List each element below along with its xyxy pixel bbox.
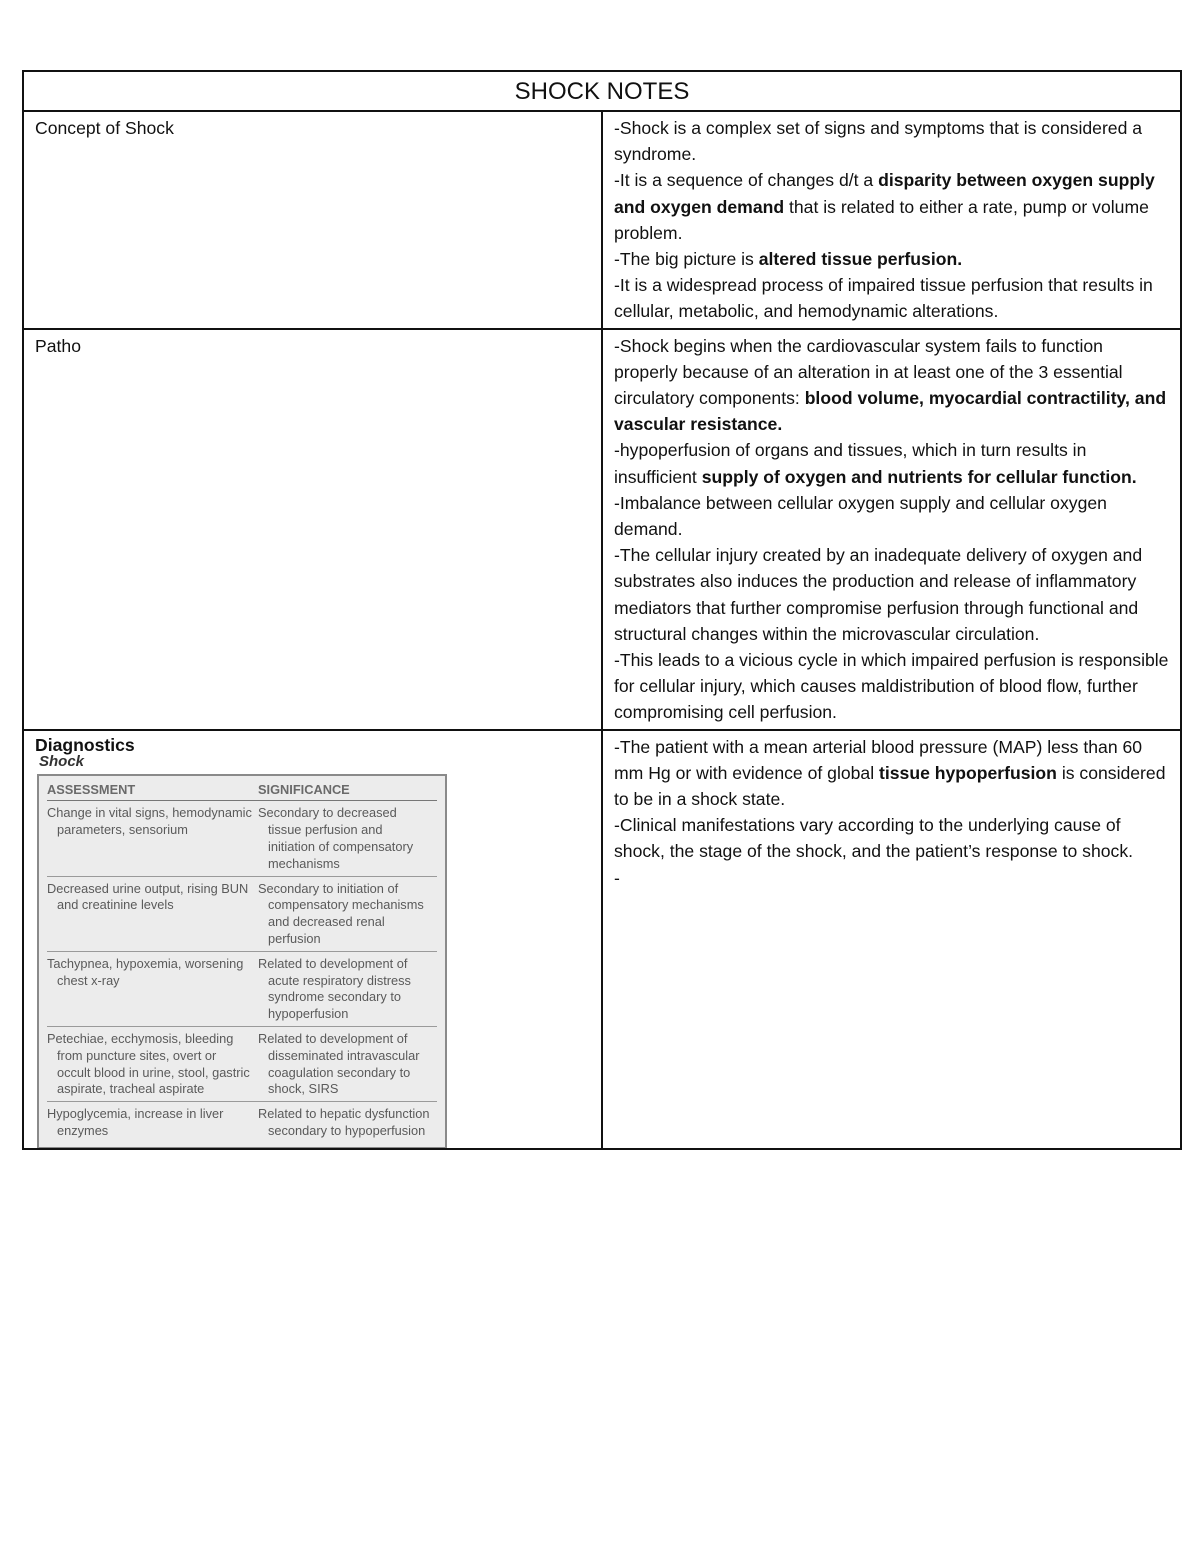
- header-significance: SIGNIFICANCE: [258, 782, 437, 801]
- text-run: -Imbalance between cellular oxygen supply and cellular oxygen demand.: [614, 492, 1107, 540]
- text-run: -The patient with a mean arterial blood pressure (MAP) less than 60 mm Hg or with evidence of global: [614, 736, 1143, 783]
- text-run: -Clinical manifestations vary according to the underlying cause of shock, the stage of the shock, and the patient’s response to shock.: [614, 815, 1134, 862]
- significance-cell: [258, 876, 437, 951]
- text-run: -hypoperfusion of organs and tissues, which in turn results in insufficient: [614, 440, 1087, 487]
- row-label: Concept of Shock: [23, 111, 602, 329]
- bold-text: blood volume, myocardial contractility, and vascular resistance.: [614, 388, 1167, 435]
- shock-notes-table: [22, 70, 1182, 1150]
- cell-text: Related to development of acute respiratory distress syndrome secondary to hypoperfusion: [258, 955, 411, 1022]
- note-paragraph: [614, 490, 1170, 542]
- note-paragraph: [614, 647, 1170, 726]
- bold-text: altered tissue perfusion.: [758, 249, 963, 270]
- note-paragraph: [614, 437, 1170, 489]
- assessment-row: [47, 951, 437, 1026]
- text-run: that is related to either a rate, pump or volume problem.: [614, 196, 1149, 243]
- note-paragraph: [614, 865, 1170, 891]
- note-paragraph: [614, 812, 1170, 864]
- cell-text: Secondary to decreased tissue perfusion and initiation of compensatory mechanisms: [258, 805, 414, 871]
- text-run: -The cellular injury created by an inadequate delivery of oxygen and substrates also induces the production and release of inflammatory mediators that further compromise perfusion through functional and structural changes within the microvascular circulation.: [614, 545, 1143, 644]
- notes-row-patho: [23, 329, 1181, 730]
- cell-text: Hypoglycemia, increase in liver enzymes: [47, 1106, 224, 1139]
- assessment-cell: [47, 951, 258, 1026]
- assessment-row: [47, 801, 437, 876]
- text-run: -Shock is a complex set of signs and symptoms that is considered a syndrome.: [614, 118, 1143, 165]
- text-run: -Shock begins when the cardiovascular system fails to function properly because of an alteration in at least one of the 3 essential circulatory components:: [614, 335, 1123, 409]
- row-content: [602, 329, 1181, 730]
- header-assessment: ASSESSMENT: [47, 782, 258, 801]
- row-content: [602, 730, 1181, 1149]
- significance-cell: [258, 1027, 437, 1102]
- assessment-row: [47, 876, 437, 951]
- significance-cell: [258, 951, 437, 1026]
- diagnostics-cell: [23, 730, 602, 1149]
- cell-text: Petechiae, ecchymosis, bleeding from puncture sites, overt or occult blood in urine, stool, gastric aspirate, tracheal aspirate: [47, 1031, 250, 1097]
- scanned-table-title: Shock: [39, 752, 85, 770]
- cell-text: Secondary to initiation of compensatory mechanisms and decreased renal perfusion: [258, 880, 424, 947]
- bold-text: tissue hypoperfusion: [879, 762, 1057, 783]
- assessment-cell: [47, 801, 258, 876]
- notes-row-diagnostics: [23, 730, 1181, 1149]
- note-paragraph: [614, 272, 1170, 324]
- note-paragraph: [614, 333, 1170, 438]
- note-paragraph: [614, 542, 1170, 647]
- cell-text: Related to hepatic dysfunction secondary to hypoperfusion: [258, 1106, 430, 1139]
- row-content: [602, 111, 1181, 329]
- text-run: -: [614, 867, 620, 888]
- bold-text: supply of oxygen and nutrients for cellular function.: [701, 466, 1137, 487]
- row-label: Diagnostics: [35, 734, 135, 755]
- note-paragraph: [614, 734, 1170, 813]
- text-run: -It is a sequence of changes d/t a: [614, 170, 879, 191]
- text-run: is considered to be in a shock state.: [614, 762, 1166, 810]
- assessment-cell: [47, 1027, 258, 1102]
- document-title: SHOCK NOTES: [23, 71, 1181, 111]
- cell-text: Related to development of disseminated intravascular coagulation secondary to shock, SIRS: [258, 1031, 420, 1097]
- note-paragraph: [614, 167, 1170, 246]
- assessment-table-header: [47, 782, 437, 801]
- text-run: -It is a widespread process of impaired tissue perfusion that results in cellular, metabolic, and hemodynamic alterations.: [614, 275, 1153, 322]
- cell-text: Change in vital signs, hemodynamic parameters, sensorium: [47, 805, 252, 838]
- significance-cell: [258, 801, 437, 876]
- significance-cell: [258, 1102, 437, 1143]
- note-paragraph: [614, 115, 1170, 167]
- text-run: -The big picture is: [614, 249, 759, 270]
- assessment-cell: [47, 876, 258, 951]
- assessment-table: [47, 782, 437, 1143]
- cell-text: Decreased urine output, rising BUN and creatinine levels: [47, 880, 249, 913]
- notes-row-concept: [23, 111, 1181, 329]
- assessment-row: [47, 1102, 437, 1143]
- scanned-table-image: [37, 774, 447, 1149]
- note-paragraph: [614, 246, 1170, 272]
- title-row: [23, 71, 1181, 111]
- text-run: -This leads to a vicious cycle in which impaired perfusion is responsible for cellular injury, which causes maldistribution of blood flow, further compromising cell perfusion.: [614, 650, 1169, 723]
- row-label: Patho: [23, 329, 602, 730]
- assessment-cell: [47, 1102, 258, 1143]
- bold-text: disparity between oxygen supply and oxygen demand: [614, 170, 1155, 217]
- cell-text: Tachypnea, hypoxemia, worsening chest x-ray: [47, 955, 244, 988]
- assessment-table-body: [47, 801, 437, 1143]
- assessment-row: [47, 1027, 437, 1102]
